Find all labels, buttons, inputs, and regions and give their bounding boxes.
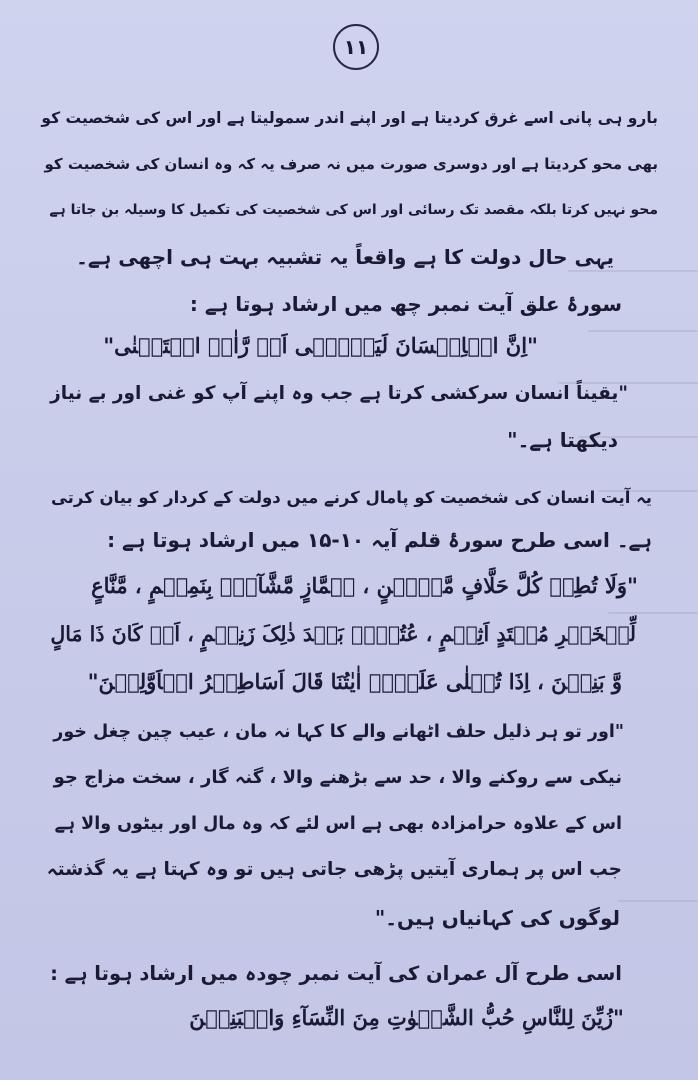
bleed-through-mark [588,330,698,332]
translation-line: جب اس پر ہماری آیتیں پڑھی جاتی ہیں تو وہ کہتا ہے یہ گذشتہ [46,859,622,880]
translation-line: اس کے علاوہ حرامزادہ بھی ہے اس لئے کہ وہ مال اور بیٹوں والا ہے [54,814,622,834]
quran-verse-line: "زُیِّنَ لِلنَّاسِ حُبُّ الشَّہَوٰتِ مِنَ النِّسَآءِ وَالۡبَنِیۡنَ [189,1005,624,1030]
bleed-through-mark [608,612,698,614]
bleed-through-mark [618,900,698,902]
quran-verse-line: وَّ بَنِیۡنَ ، اِذَا تُتۡلٰی عَلَیۡہِ اٰیٰتُنَا قَالَ اَسَاطِیۡرُ الۡاَوَّلِیۡنَ" [87,669,622,694]
quran-verse-line: "اِنَّ الۡاِنۡسَانَ لَیَطۡغٰۤی اَنۡ رَّاٰہُ اسۡتَغۡنٰی" [103,333,538,358]
translation-line: "یقیناً انسان سرکشی کرتا ہے جب وہ اپنے آپ کو غنی اور بے نیاز [50,383,628,404]
translation-line: دیکھتا ہے۔" [507,428,618,452]
text-line: سورۂ علق آیت نمبر چھ میں ارشاد ہوتا ہے : [189,292,622,316]
text-line: اسی طرح آل عمران کی آیت نمبر چودہ میں ارشاد ہوتا ہے : [50,962,622,985]
page-number: ۱۱ [343,35,369,59]
translation-line: نیکی سے روکنے والا ، حد سے بڑھنے والا ، گنہ گار ، سخت مزاج جو [53,767,622,788]
text-line: ہے۔ اسی طرح سورۂ قلم آیہ ۱۰-۱۵ میں ارشاد ہوتا ہے : [107,528,652,552]
page-number-circle [333,24,379,70]
text-line: بھی محو کردیتا ہے اور دوسری صورت میں نہ صرف یہ کہ وہ انسان کی شخصیت کو [44,155,658,173]
translation-line: "اور تو ہر ذلیل حلف اٹھانے والے کا کہا نہ مان ، عیب چین چغل خور [53,722,624,742]
quran-verse-line: "وَلَا تُطِعۡ کُلَّ حَلَّافٍ مَّہِیۡنٍ ، ہَمَّازٍ مَّشَّآءٍۭ بِنَمِیۡمٍ ، مَّنَّاعٍ [91,573,638,598]
quran-verse-line: لِّلۡخَیۡرِ مُعۡتَدٍ اَثِیۡمٍ ، عُتُلٍّۭ بَعۡدَ ذٰلِکَ زَنِیۡمٍ ، اَنۡ کَانَ ذَا مَالٍ [50,622,636,646]
text-line: بارو ہی پانی اسے غرق کردیتا ہے اور اپنے اندر سمولیتا ہے اور اس کی شخصیت کو [41,109,658,127]
text-line: یہ آیت انسان کی شخصیت کو پامال کرنے میں دولت کے کردار کو بیان کرتی [50,488,652,507]
text-line: یہی حال دولت کا ہے واقعاً یہ تشبیہ بہت ہی اچھی ہے۔ [76,245,614,269]
translation-line: لوگوں کی کہانیاں ہیں۔" [374,906,620,930]
text-line: محو نہیں کرتا بلکہ مقصد تک رسائی اور اس کی شخصیت کی تکمیل کا وسیلہ بن جاتا ہے [49,202,658,218]
